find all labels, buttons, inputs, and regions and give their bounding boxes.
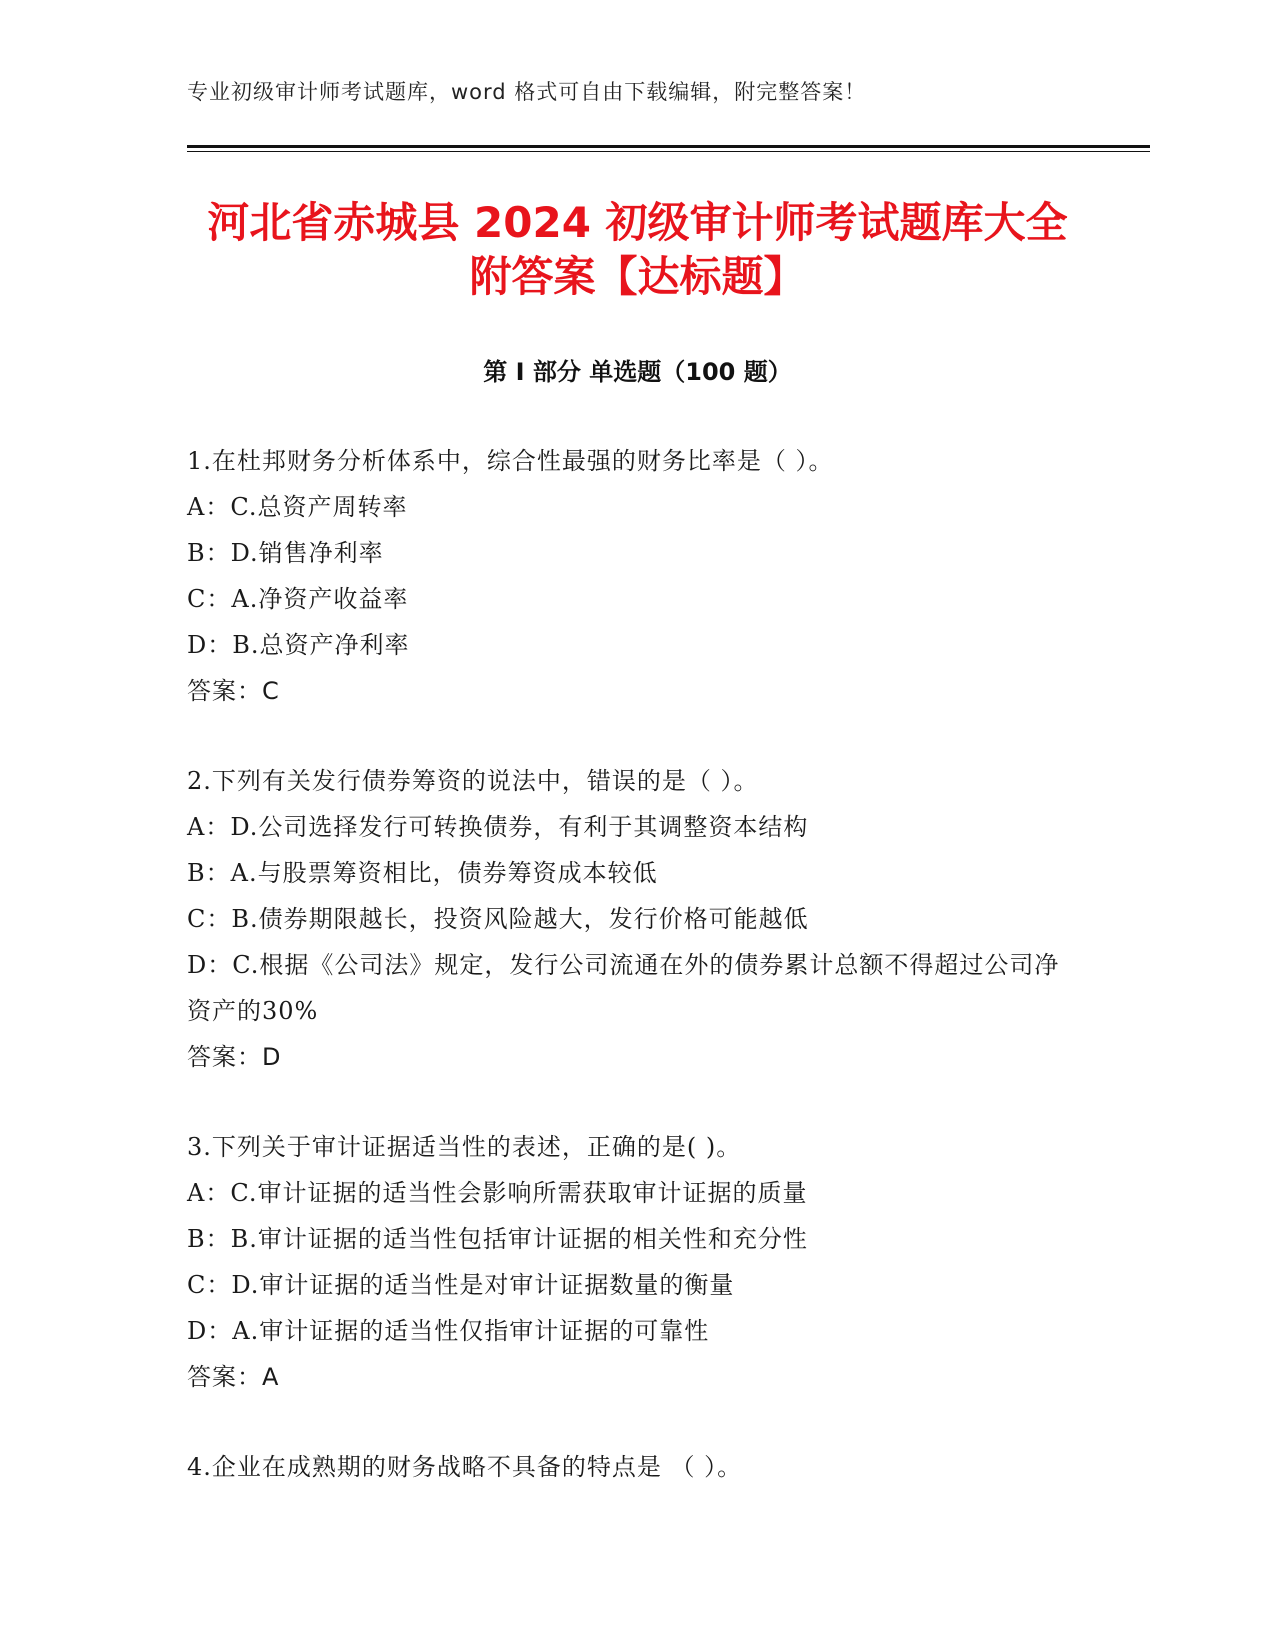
option-d: D：C.根据《公司法》规定，发行公司流通在外的债券累计总额不得超过公司净资产的30% (187, 951, 1060, 1025)
option-d: D：B.总资产净利率 (187, 631, 410, 659)
page-title-line-1: 河北省赤城县 2024 初级审计师考试题库大全 (207, 198, 1068, 247)
question-stem: 1.在杜邦财务分析体系中，综合性最强的财务比率是（ ）。 (187, 447, 834, 475)
page-title-line-2: 附答案【达标题】 (469, 252, 806, 301)
question-list (187, 438, 1087, 1534)
header-rule-thin (187, 151, 1150, 152)
option-a: A：C.审计证据的适当性会影响所需获取审计证据的质量 (187, 1179, 808, 1207)
option-c: C：B.债券期限越长，投资风险越大，发行价格可能越低 (187, 905, 809, 933)
option-a: A：C.总资产周转率 (187, 493, 408, 521)
question-4 (187, 1444, 1087, 1490)
answer: 答案：A (187, 1363, 280, 1391)
question-stem: 2.下列有关发行债券筹资的说法中，错误的是（ ）。 (187, 767, 759, 795)
option-b: B：B.审计证据的适当性包括审计证据的相关性和充分性 (187, 1225, 808, 1253)
option-b: B：D.销售净利率 (187, 539, 384, 567)
header-note: 专业初级审计师考试题库，word 格式可自由下载编辑，附完整答案！ (187, 80, 867, 104)
section-title: 第 I 部分 单选题（100 题） (483, 358, 792, 386)
question-3 (187, 1124, 1087, 1400)
option-d: D：A.审计证据的适当性仅指审计证据的可靠性 (187, 1317, 710, 1345)
answer: 答案：C (187, 677, 280, 705)
answer: 答案：D (187, 1043, 282, 1071)
page-title (150, 196, 1125, 304)
option-c: C：A.净资产收益率 (187, 585, 409, 613)
question-2 (187, 758, 1087, 1080)
question-stem: 4.企业在成熟期的财务战略不具备的特点是 （ ）。 (187, 1453, 743, 1481)
header-rule-thick (187, 145, 1150, 148)
option-a: A：D.公司选择发行可转换债券，有利于其调整资本结构 (187, 813, 809, 841)
question-stem: 3.下列关于审计证据适当性的表述，正确的是( )。 (187, 1133, 742, 1161)
question-1 (187, 438, 1087, 714)
option-c: C：D.审计证据的适当性是对审计证据数量的衡量 (187, 1271, 735, 1299)
option-b: B：A.与股票筹资相比，债券筹资成本较低 (187, 859, 658, 887)
